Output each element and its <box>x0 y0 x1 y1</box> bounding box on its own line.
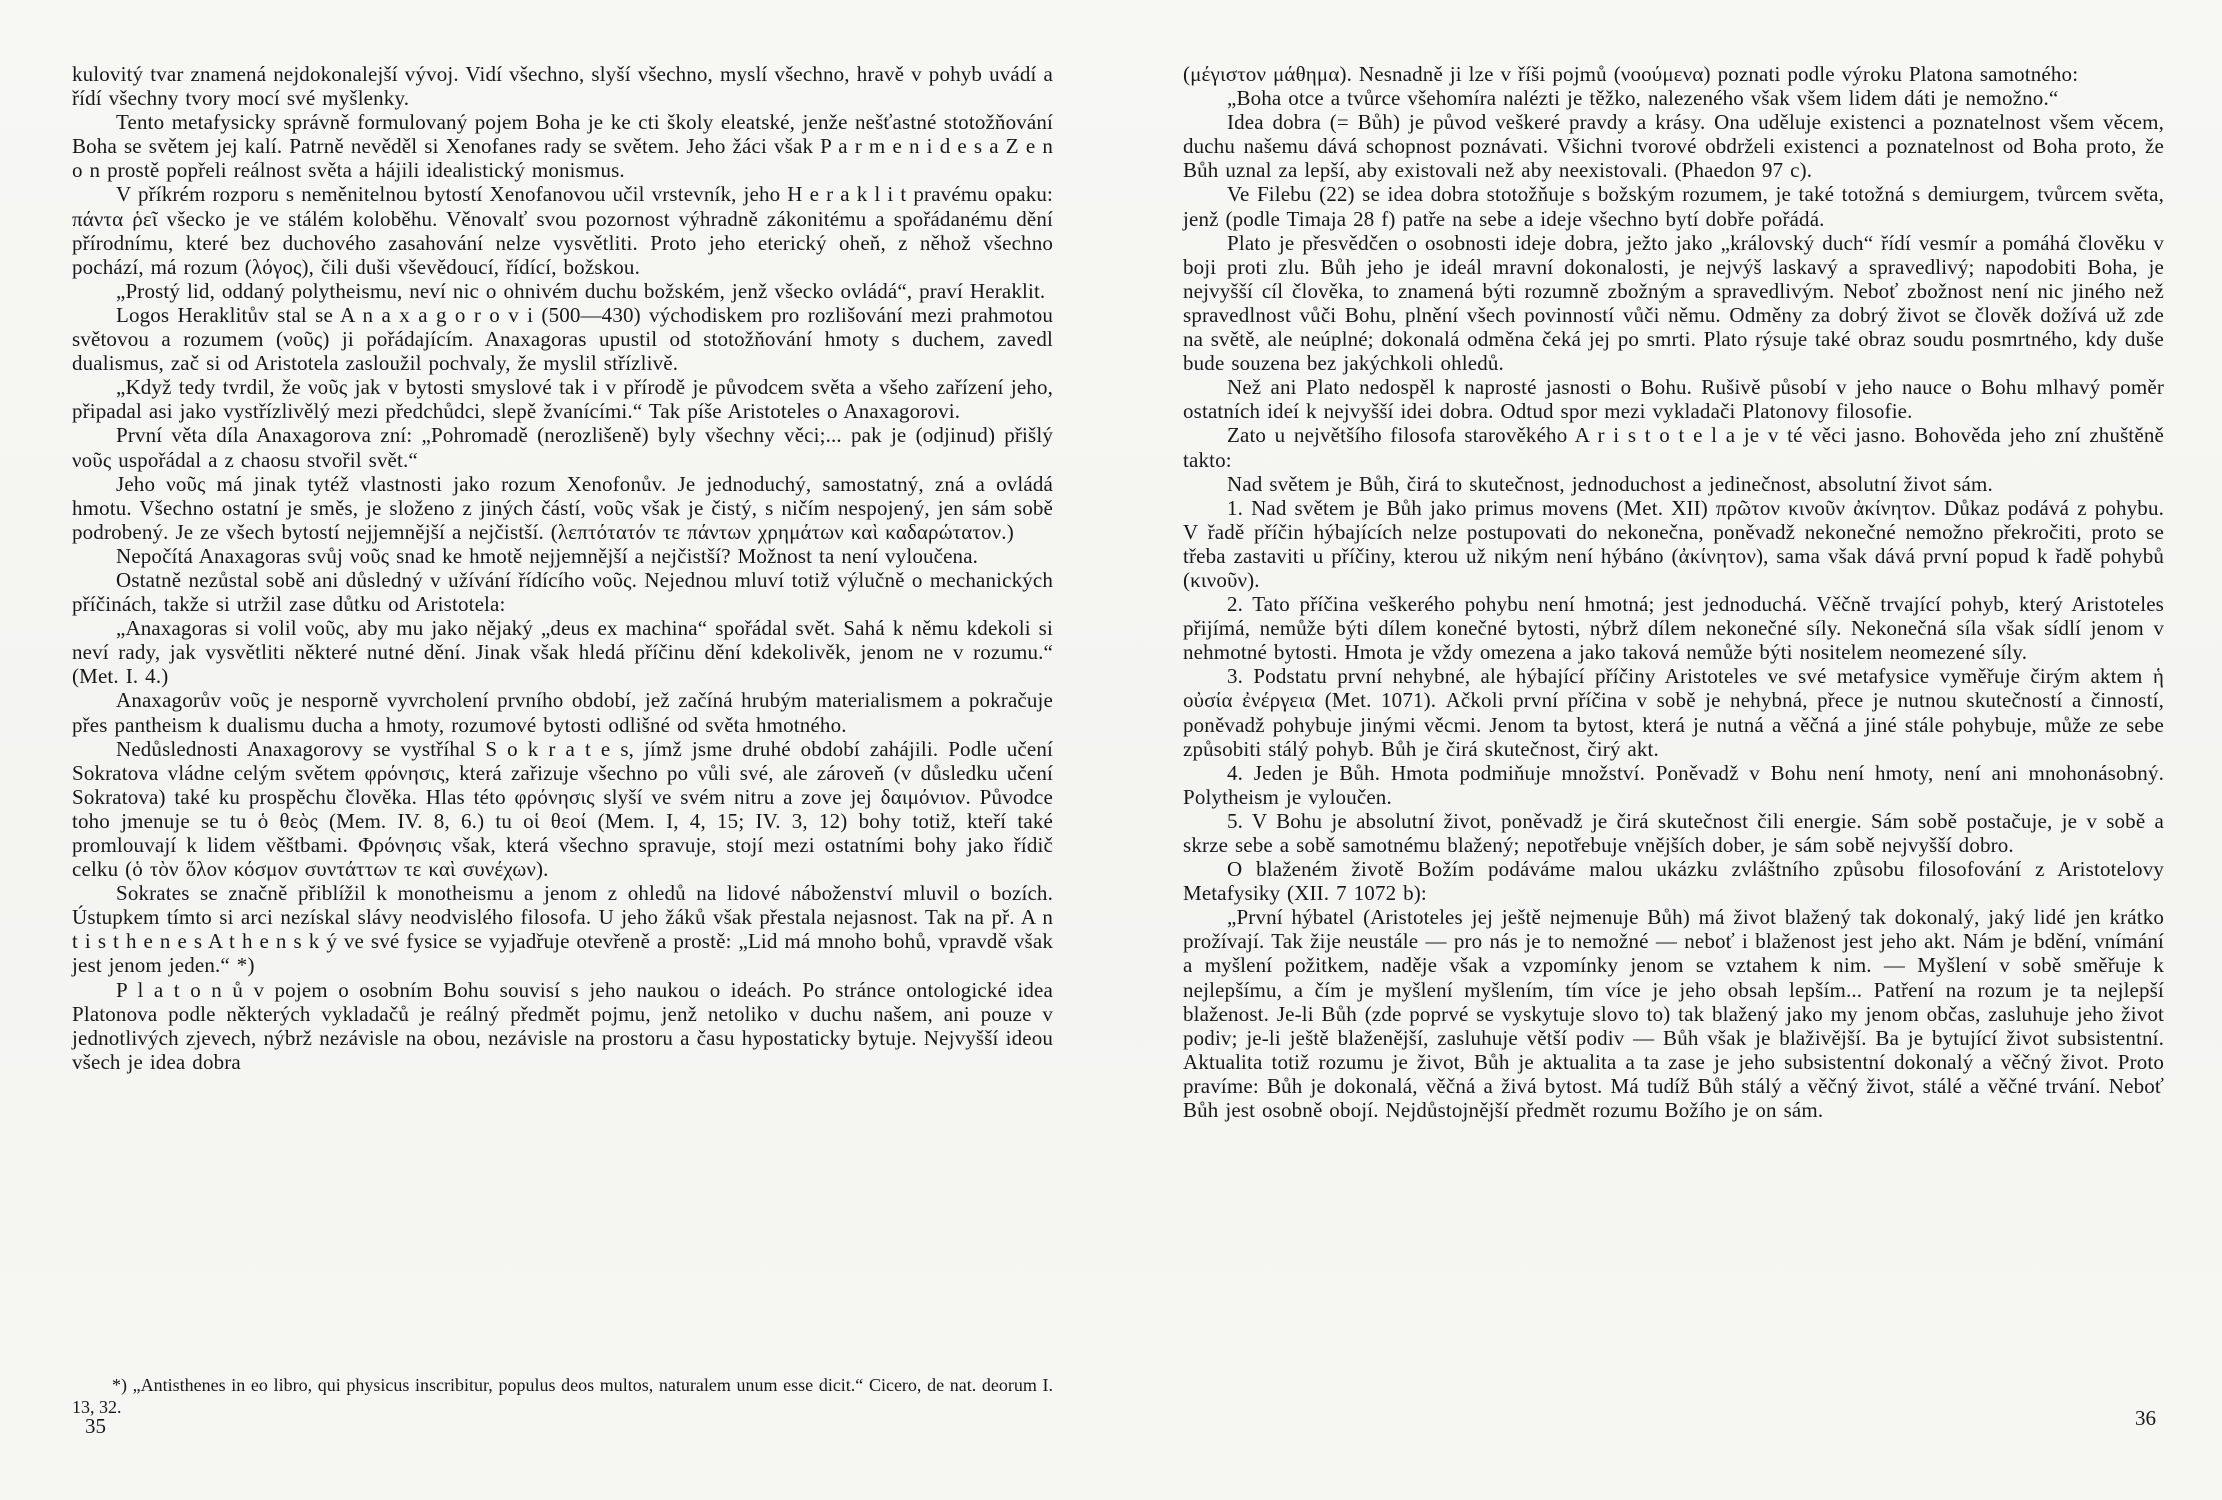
paragraph: Anaxagorův νοῦς je nesporně vyvrcholení prvního období, jež začíná hrubým materialismem a pokračuje přes pantheism k dualismu ducha a hmoty, rozumové bytosti odlišné od světa hmotného. <box>72 688 1053 737</box>
paragraph: 2. Tato příčina veškerého pohybu není hmotná; jest jednoduchá. Věčně trvající pohyb, který Aristoteles přijímá, nemůže býti dílem konečné bytosti, nýbrž dílem nekonečné síly. Nekonečná síla však sídlí jenom v nehmotné bytosti. Hmota je vždy omezena a jako taková nemůže býti nositelem neomezené síly. <box>1183 592 2164 665</box>
paragraph: První věta díla Anaxagorova zní: „Pohromadě (nerozlišeně) byly všechny věci;... pak je (odjinud) přišlý νοῦς uspořádal a z chaosu stvořil svět.“ <box>72 423 1053 472</box>
paragraph: 4. Jeden je Bůh. Hmota podmiňuje množství. Poněvadž v Bohu není hmoty, není ani mnohonásobný. Polytheism je vyloučen. <box>1183 760 2164 809</box>
paragraph: Nepočítá Anaxagoras svůj νοῦς snad ke hmotě nejjemnější a nejčistší? Možnost ta není vyloučena. <box>116 543 979 568</box>
paragraph: Logos Heraklitův stal se A n a x a g o r o v i (500—430) východiskem pro rozlišování mezi prahmotou světovou a rozumem (νοῦς) ji pořádajícím. Anaxagoras upustil od stotožňování hmoty s duchem, zavedl dualismus, zač si od Aristotela zasloužil pochvaly, že myslil střízlivě. <box>72 302 1053 376</box>
paragraph: Jeho νοῦς má jinak tytéž vlastnosti jako rozum Xenofonův. Je jednoduchý, samostatný, zná a ovládá hmotu. Všechno ostatní je směs, je složeno z jiných částí, νοῦς však je čistý, s ničím nespojený, jen sám sobě podrobený. Je ze všech bytostí nejjemnější a nejčistší. (λεπτότατόν τε πάντων χρημάτων καὶ καδαρώτατον.) <box>72 471 1053 544</box>
paragraph: P l a t o n ů v pojem o osobním Bohu souvisí s jeho naukou o ideách. Po stránce ontologické idea Platonova podle některých vykladačů je reálný předmět pojmu, jenž netoliko v duchu našem, ani pouze v jednotlivých zjevech, nýbrž nezávisle na obou, nezávisle na prostoru a času hypostaticky bytuje. Nejvyšší ideou všech je idea dobra <box>72 977 1053 1074</box>
paragraph: Nedůslednosti Anaxagorovy se vystříhal S o k r a t e s, jímž jsme druhé období zahájili. Podle učení Sokratova vládne celým světem φρόνησις, která zařizuje všechno po vůli své, ale zároveň (v důsledku učení Sokratova) také ku prospěchu člověka. Hlas této φρόνησις slyší ve svém nitru a zove jej δαιμόνιον. Původce toho jmenuje se tu ὁ θεὸς (Mem. IV. 8, 6.) tu οἱ θεοί (Mem. I, 4, 15; IV. 3, 12) bohy totiž, kteří také promlouvají k lidem věštbami. Φρόνησις však, která všechno spravuje, stojí mezi ostatními bohy jako řídič celku (ὁ τὸν ὅλον κόσμον συντάττων τε καὶ συνέχων). <box>72 736 1053 882</box>
paragraph: „Prostý lid, oddaný polytheismu, neví nic o ohnivém duchu božském, jenž všecko ovládá“, praví Heraklit. <box>116 278 1046 303</box>
paragraph: Tento metafysicky správně formulovaný pojem Boha je ke cti školy eleatské, jenže nešťastné stotožňování Boha se světem jej kalí. Patrně nevěděl si Xenofanes rady se světem. Jeho žáci však P a r m e n i d e s a Z e n o n prostě popřeli reálnost světa a hájili idealistický monismus. <box>72 110 1053 183</box>
paragraph: Nad světem je Bůh, čirá to skutečnost, jednoduchost a jedinečnost, absolutní život sám. <box>1227 471 1993 496</box>
page-number: 36 <box>2135 1406 2156 1430</box>
paragraph: „Když tedy tvrdil, že νοῦς jak v bytosti smyslové tak i v přírodě je původcem světa a všeho zařízení jeho, připadal asi jako vystřízlivělý mezi předchůdci, slepě žvanícími.“ Tak píše Aristoteles o Anaxagorovi. <box>72 375 1053 424</box>
paragraph: (μέγιστον μάθημα). Nesnadně ji lze v říši pojmů (νοούμενα) poznati podle výroku Platona samotného: <box>1183 62 2079 86</box>
paragraph: 3. Podstatu první nehybné, ale hýbající příčiny Aristoteles ve své metafysice vyměřuje čirým aktem ἡ οὐσία ἐνέργεια (Met. 1071). Ačkoli první příčina v sobě je nehybná, přece je nutnou skutečností a činností, poněvadž pohybuje jinými věcmi. Jenom ta bytost, která je nutná a věčná a jiné stále pohybuje, může ze sebe způsobiti stálý pohyb. Bůh je čirá skutečnost, čirý akt. <box>1183 664 2164 761</box>
page-number: 35 <box>85 1414 106 1438</box>
paragraph: 1. Nad světem je Bůh jako primus movens (Met. XII) πρῶτον κινοῦν ἀκίνητον. Důkaz podává z pohybu. V řadě příčin hýbajících nelze postupovati do nekonečna, poněvadž nekonečné nemožno překročiti, proto se třeba zastaviti u příčiny, kterou už nikým není hýbáno (ἀκίνητον), sama však dává první popud k řadě pohybů (κινοῦν). <box>1183 495 2164 592</box>
paragraph: „První hýbatel (Aristoteles jej ještě nejmenuje Bůh) má život blažený tak dokonalý, jaký lidé jen krátko prožívají. Tak žije neustále — pro nás je to nemožné — neboť i blaženost jest jeho akt. Nám je bdění, vnímání a myšlení požitkem, naděje však a vzpomínky jenom se vztahem k nim. — Myšlení v sobě směřuje k nejlepšímu, a čím je myšlení myšlením, tím více je jeho obsah lepším... Patření na rozum je ta nejlepší blaženost. Je-li Bůh (zde poprvé se vyskytuje slovo to) tak blažený jako my jenom občas, zasluhuje jeho život podiv; je-li ještě blaženější, zasluhuje větší podiv — Bůh však je blaživější. Ba je bytující život subsistentní. Aktualita totiž rozumu je život, Bůh je aktualita a ta zase je jeho subsistentní dokonalý a věčný život. Proto pravíme: Bůh je dokonalá, věčná a živá bytost. Má tudíž Bůh stálý a věčný život, stálé a věčné trvání. Neboť Bůh jest osobně obojí. Nejdůstojnější předmět rozumu Božího je on sám. <box>1183 905 2164 1123</box>
paragraph: Ve Filebu (22) se idea dobra stotožňuje s božským rozumem, je také totožná s demiurgem, tvůrcem světa, jenž (podle Timaja 28 f) patře na sebe a ideje všechno bytí dobře pořádá. <box>1183 182 2164 231</box>
paragraph: Sokrates se značně přiblížil k monotheismu a jenom z ohledů na lidové náboženství mluvil o bozích. Ústupkem tímto si arci nezískal slávy neodvislého filosofa. U jeho žáků však přestala nejasnost. Tak na př. A n t i s t h e n e s A t h e n s k ý ve své fysice se vyjadřuje otevřeně a prostě: „Lid má mnoho bohů, vpravdě však jest jenom jeden.“ *) <box>72 881 1053 978</box>
paragraph: Ostatně nezůstal sobě ani důsledný v užívání řídícího νοῦς. Nejednou mluví totiž výlučně o mechanických příčinách, takže si utržil zase důtku od Aristotela: <box>72 567 1053 617</box>
paragraph: „Anaxagoras si volil νοῦς, aby mu jako nějaký „deus ex machina“ spořádal svět. Sahá k němu kdekoli si neví rady, jak vysvětliti některé nutné dění. Jinak však hledá příčinu dění kdekolivěk, jenom ne v rozumu.“ (Met. I. 4.) <box>72 616 1053 689</box>
paragraph: Idea dobra (= Bůh) je původ veškeré pravdy a krásy. Ona uděluje existenci a poznatelnost všem věcem, duchu našemu dává schopnost poznávati. Všichni tvorové obdrželi existenci a poznatelnost od Boha proto, že Bůh uznal za lepší, aby existovali než aby neexistovali. (Phaedon 97 c). <box>1183 110 2164 183</box>
left-text-column <box>72 62 1053 1074</box>
paragraph: 5. V Bohu je absolutní život, poněvadž je čirá skutečnost čili energie. Sám sobě postačuje, je v sobě a skrze sebe a sobě samotnému blažený; nepotřebuje vnějších dober, je sám sobě nejvyšší dobro. <box>1183 808 2164 857</box>
paragraph: „Boha otce a tvůrce všehomíra nalézti je těžko, nalezeného však všem lidem dáti je nemožno.“ <box>1227 86 2059 111</box>
paragraph: kulovitý tvar znamená nejdokonalejší vývoj. Vidí všechno, slyší všechno, myslí všechno, hravě v pohyb uvádí a řídí všechny tvory mocí své myšlenky. <box>72 62 1053 111</box>
paragraph: O blaženém životě Božím podáváme malou ukázku zvláštního způsobu filosofování z Aristotelovy Metafysiky (XII. 7 1072 b): <box>1183 857 2164 906</box>
paragraph: Zato u největšího filosofa starověkého A r i s t o t e l a je v té věci jasno. Bohověda jeho zní zhuštěně takto: <box>1183 423 2164 472</box>
right-text-column <box>1183 62 2164 1122</box>
paragraph: V příkrém rozporu s neměnitelnou bytostí Xenofanovou učil vrstevník, jeho H e r a k l i t pravému opaku: πάντα ῥεῖ všecko je ve stálém koloběhu. Věnovalť svou pozornost výhradně zákonitému a spořádanému dění přírodnímu, které bez duchového zasahování nelze vysvětliti. Proto jeho eterický oheň, z něhož všechno pochází, má rozum (λόγος), čili duši vševědoucí, řídící, božskou. <box>72 182 1053 279</box>
page-right <box>1111 0 2222 1500</box>
footnote: *) „Antisthenes in eo libro, qui physicus inscribitur, populus deos multos, naturalem unum esse dicit.“ Cicero, de nat. deorum I. 13, 32. <box>72 1375 1053 1417</box>
paragraph: Plato je přesvědčen o osobnosti ideje dobra, ježto jako „královský duch“ řídí vesmír a pomáhá člověku v boji proti zlu. Bůh jeho je ideál mravní dokonalosti, je nejvýš laskavý a spravedlivý; napodobiti Boha, je nejvyšší cíl člověka, to znamená býti rozumně zbožným a spravedlivým. Neboť zbožnost není nic jiného než spravedlnost vůči Bohu, plnění všech povinností vůči němu. Odměny za dobrý život se člověk dožívá už zde na světě, ale neúplné; dokonalá odměna čeká jej po smrti. Plato rýsuje také obraz soudu posmrtného, kdy duše bude souzena bez jakýchkoli ohledů. <box>1183 230 2164 376</box>
paragraph: Než ani Plato nedospěl k naprosté jasnosti o Bohu. Rušivě působí v jeho nauce o Bohu mlhavý poměr ostatních ideí k nejvyšší idei dobra. Odtud spor mezi vykladači Platonovy filosofie. <box>1183 375 2164 424</box>
